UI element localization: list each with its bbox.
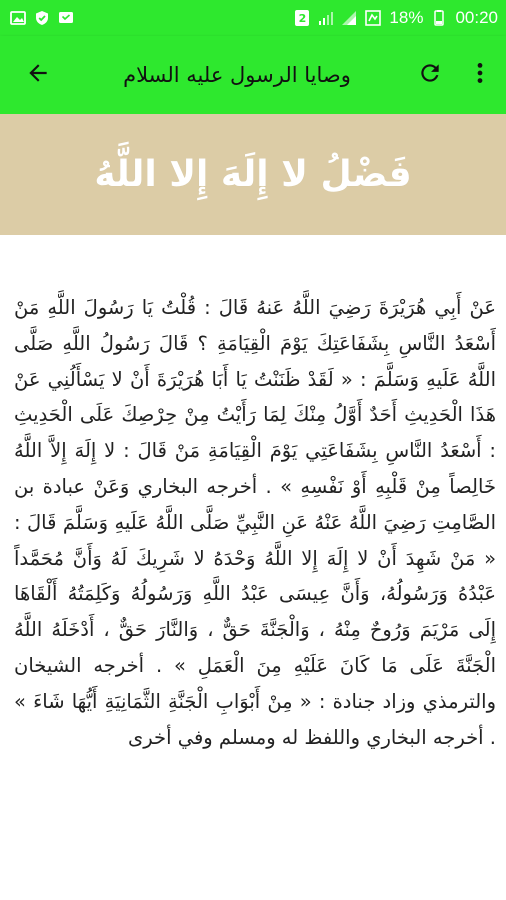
shield-icon bbox=[34, 10, 50, 26]
app-title: وصايا الرسول عليه السلام bbox=[123, 63, 351, 87]
battery-percent: 18% bbox=[389, 8, 424, 27]
message-icon bbox=[58, 10, 74, 26]
data-icon bbox=[365, 10, 381, 26]
back-button[interactable] bbox=[10, 47, 66, 103]
image-icon bbox=[10, 10, 26, 26]
more-options-button[interactable] bbox=[458, 47, 502, 103]
signal-icon-2 bbox=[341, 10, 357, 26]
battery-icon bbox=[431, 10, 447, 26]
arrow-back-icon bbox=[25, 60, 51, 90]
refresh-button[interactable] bbox=[402, 47, 458, 103]
clock: 00:20 bbox=[455, 8, 498, 27]
status-right bbox=[295, 8, 498, 28]
banner-title: فَضْلُ لا إِلَهَ إِلا اللَّهُ bbox=[94, 154, 412, 195]
sim-badge: 2 bbox=[295, 10, 309, 26]
app-bar bbox=[0, 36, 506, 114]
status-bar bbox=[0, 0, 506, 36]
refresh-icon bbox=[417, 60, 443, 90]
status-left bbox=[10, 10, 74, 26]
more-vert-icon bbox=[467, 60, 493, 90]
content-area[interactable] bbox=[14, 290, 496, 900]
hadith-text: عَنْ أَبِي هُرَيْرَةَ رَضِيَ اللَّهُ عَنهُ قَالَ : قُلْتُ يَا رَسُولَ اللَّهِ مَنْ أَسْعَدُ النَّاسِ بِشَفَاعَتِكَ يَوْمَ الْقِيَامَةِ ؟ قَالَ رَسُولُ اللَّهِ صَلَّى اللَّهُ عَلَيهِ وَسَلَّمَ : « لَقَدْ ظَنَنْتُ يَا أَبَا هُرَيْرَةَ أَنْ لا يَسْأَلُنِي عَنْ هَذَا الْحَدِيثِ أَحَدٌ أَوَّلُ مِنْكَ لِمَا رَأَيْتُ مِنْ حِرْصِكَ عَلَى الْحَدِيثِ : أَسْعَدُ النَّاسِ بِشَفَاعَتِي يَوْمَ الْقِيَامَةِ مَنْ قَالَ : لا إِلَهَ إِلاَّ اللَّهُ خَالِصاً مِنْ قَلْبِهِ أَوْ نَفْسِهِ » . أخرجه البخاري وَعَنْ عبادة بن الصَّامِتِ رَضِيَ اللَّهُ عَنْهُ عَنِ النَّبِيِّ صَلَّى اللَّهُ عَلَيهِ وَسَلَّمَ قَالَ : « مَنْ شَهِدَ أَنْ لا إِلَهَ إِلا اللَّهُ وَحْدَهُ لا شَرِيكَ لَهُ وَأَنَّ مُحَمَّداً عَبْدُهُ وَرَسُولُهُ، وَأَنَّ عِيسَى عَبْدُ اللَّهِ وَرَسُولُهُ وَكَلِمَتُهُ أَلْقَاهَا إِلَى مَرْيَمَ وَرُوحٌ مِنْهُ ، وَالْجَنَّةَ حَقٌّ ، وَالنَّارَ حَقٌّ ، أَدْخَلَهُ اللَّهُ الْجَنَّةَ عَلَى مَا كَانَ عَلَيْهِ مِنَ الْعَمَلِ » . أخرجه الشيخان والترمذي وزاد جنادة : « مِنْ أَبْوَابِ الْجَنَّةِ الثَّمَانِيَةِ أَيُّهَا شَاءَ » . أخرجه البخاري واللفظ له ومسلم وفي أخرى bbox=[14, 296, 496, 749]
signal-icon bbox=[317, 10, 333, 26]
title-banner bbox=[0, 114, 506, 235]
